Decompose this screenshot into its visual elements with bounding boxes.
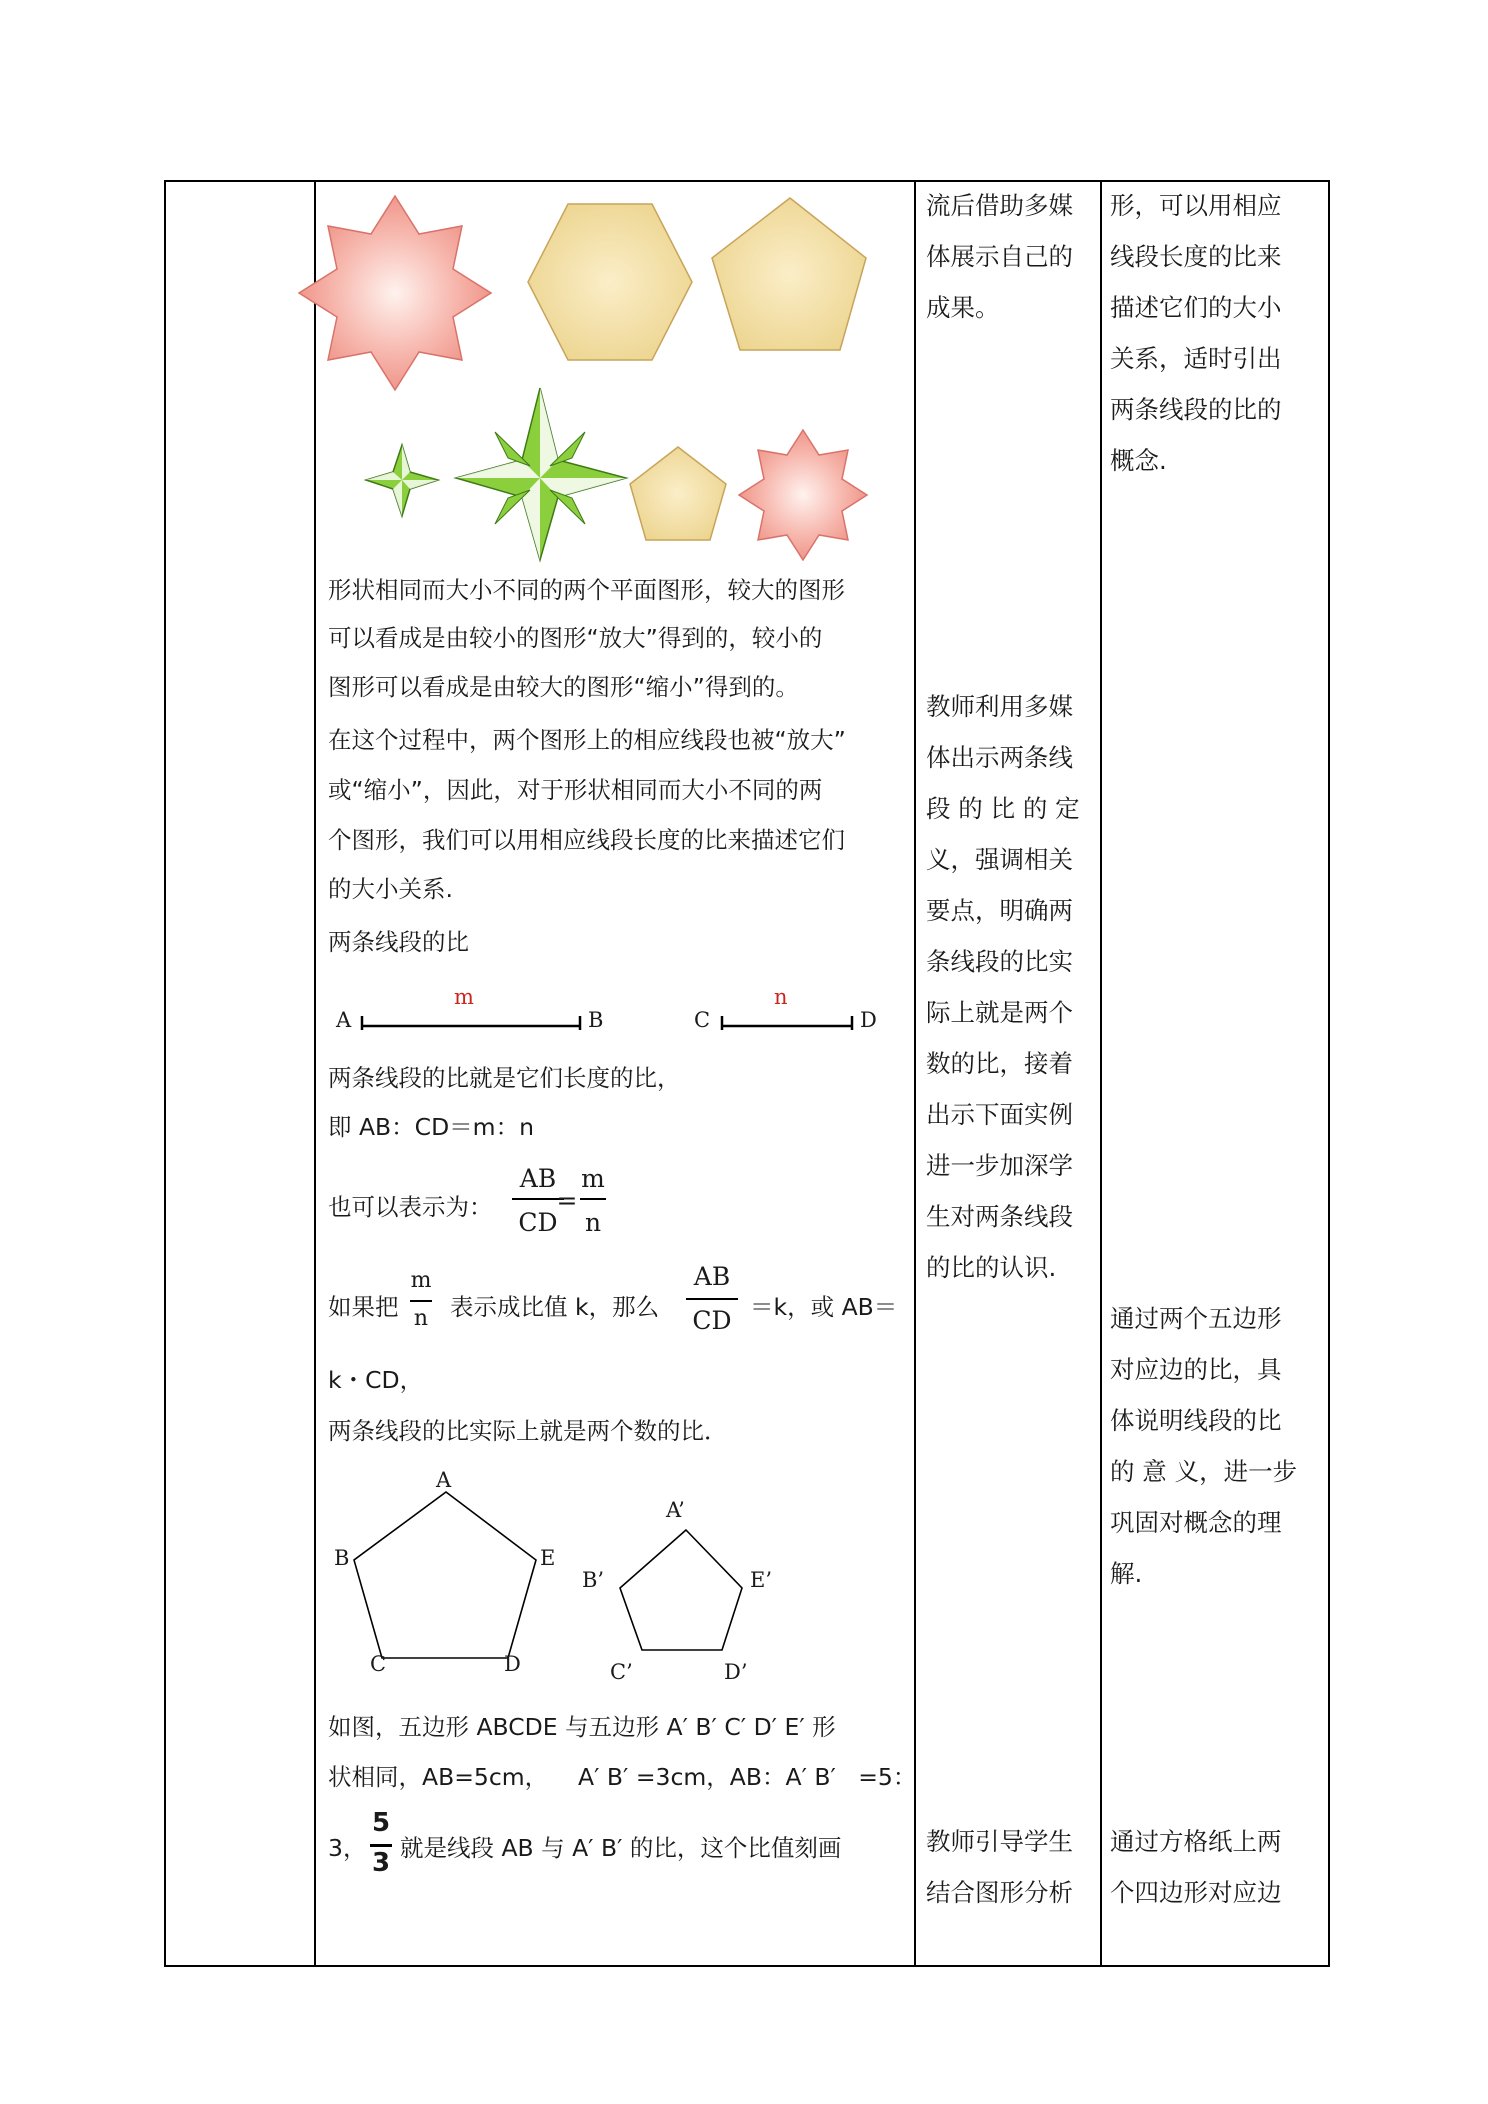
design-intent-line: 通过方格纸上两 [1110,1827,1282,1856]
segment-cd [722,1016,852,1030]
fraction-denominator: n [584,1208,602,1237]
vertex-label: D [504,1652,521,1676]
fraction-denominator: 3 [371,1848,391,1878]
point-label: D [860,1008,877,1032]
segment-ab [362,1016,580,1030]
fraction-numerator: m [410,1268,432,1293]
paragraph-line: 表示成比值 k，那么 [450,1293,660,1321]
paragraph-line: 的大小关系. [328,875,453,903]
fraction-bar [370,1844,392,1847]
design-intent-line: 通过两个五边形 [1110,1304,1282,1333]
teacher-activity-line: 进一步加深学 [926,1151,1073,1180]
teacher-activity-line: 的比的认识. [926,1253,1057,1282]
teacher-activity-line: 教师引导学生 [926,1827,1073,1856]
design-intent-line: 形，可以用相应 [1110,191,1282,220]
paragraph-line: 就是线段 AB 与 A′ B′ 的比，这个比值刻画 [400,1834,842,1862]
paragraph-line: 图形可以看成是由较大的图形“缩小”得到的。 [328,673,799,701]
segment-length-label: n [774,985,788,1009]
paragraph-line: ＝k，或 AB＝ [750,1293,898,1321]
pink-star-large [299,196,491,390]
vertex-label: E [540,1546,556,1570]
vertex-label: C’ [610,1660,633,1684]
point-label: B [588,1008,604,1032]
design-intent-line: 两条线段的比的 [1110,395,1282,424]
vertex-label: E’ [750,1568,773,1592]
fraction-bar [410,1300,432,1302]
point-label: C [694,1008,711,1032]
design-intent-line: 线段长度的比来 [1110,242,1282,271]
paragraph-line: 可以看成是由较小的图形“放大”得到的，较小的 [328,624,823,652]
teacher-activity-line: 教师利用多媒 [926,692,1073,721]
design-intent-line: 关系，适时引出 [1110,344,1282,373]
vertex-label: A [436,1468,452,1492]
vertex-label: B [334,1546,350,1570]
paragraph-line: 个图形，我们可以用相应线段长度的比来描述它们 [328,826,845,854]
pentagon-a-prime [620,1530,742,1650]
paragraph-line: 状相同，AB=5cm， A′ B′ =3cm，AB：A′ B′ =5： [328,1763,917,1791]
teacher-activity-line: 条线段的比实 [926,947,1073,976]
paragraph-line: 如图，五边形 ABCDE 与五边形 A′ B′ C′ D′ E′ 形 [328,1713,836,1741]
paragraph-line: 形状相同而大小不同的两个平面图形，较大的图形 [328,576,845,604]
section-heading: 两条线段的比 [328,928,469,956]
teacher-activity-line: 生对两条线段 [926,1202,1073,1231]
teacher-activity-line: 义，强调相关 [926,845,1073,874]
fraction-denominator: n [413,1306,429,1331]
design-intent-line: 个四边形对应边 [1110,1878,1282,1907]
fraction-numerator: m [581,1164,605,1193]
teacher-activity-line: 段 的 比 的 定 [926,794,1080,823]
vertex-label: C [370,1652,387,1676]
teacher-activity-line: 数的比，接着 [926,1049,1073,1078]
fraction-denominator: CD [518,1208,558,1237]
teacher-activity-line: 要点，明确两 [926,896,1073,925]
paragraph-line: 如果把 [328,1293,399,1321]
paragraph-line: 两条线段的比实际上就是两个数的比． [328,1417,728,1445]
teacher-activity-line: 出示下面实例 [926,1100,1073,1129]
green-star-large [456,388,626,560]
vertex-label: D’ [724,1660,748,1684]
pink-star-small [739,430,867,560]
teacher-activity-line: 流后借助多媒 [926,191,1073,220]
design-intent-line: 描述它们的大小 [1110,293,1282,322]
paragraph-line: 3， [328,1834,367,1862]
paragraph-line: 或“缩小”，因此，对于形状相同而大小不同的两 [328,776,823,804]
vertex-label: B’ [582,1568,605,1592]
paragraph-line: 在这个过程中，两个图形上的相应线段也被“放大” [328,726,846,754]
pentagon-large [712,198,866,350]
point-label: A [336,1008,352,1032]
design-intent-line: 对应边的比，具 [1110,1355,1282,1384]
fraction-denominator: CD [692,1306,732,1335]
design-intent-line: 解. [1110,1559,1143,1588]
fraction-numerator: 5 [371,1808,391,1838]
fraction-numerator: AB [519,1164,557,1193]
teacher-activity-line: 成果。 [926,293,1000,322]
design-intent-line: 巩固对概念的理 [1110,1508,1282,1537]
paragraph-line: 两条线段的比就是它们长度的比， [328,1064,681,1092]
pentagon-abcde [354,1492,536,1658]
equals-sign: = [556,1186,578,1215]
fraction-numerator: AB [693,1262,731,1291]
teacher-activity-line: 结合图形分析 [926,1878,1073,1907]
hexagon [528,204,692,360]
design-intent-line: 体说明线段的比 [1110,1406,1282,1435]
fraction-bar [580,1198,606,1200]
teacher-activity-line: 际上就是两个 [926,998,1073,1027]
segment-length-label: m [454,985,474,1009]
design-intent-line: 概念. [1110,446,1167,475]
paragraph-line: k・CD， [328,1366,424,1394]
paragraph-line: 也可以表示为： [328,1193,493,1221]
vertex-label: A’ [666,1498,685,1522]
teacher-activity-line: 体出示两条线 [926,743,1073,772]
teacher-activity-line: 体展示自己的 [926,242,1073,271]
design-intent-line: 的 意 义，进一步 [1110,1457,1298,1486]
fraction-bar [686,1298,738,1300]
green-star-small [366,445,438,516]
pentagon-small [630,447,726,540]
paragraph-line: 即 AB：CD＝m：n [328,1113,534,1141]
